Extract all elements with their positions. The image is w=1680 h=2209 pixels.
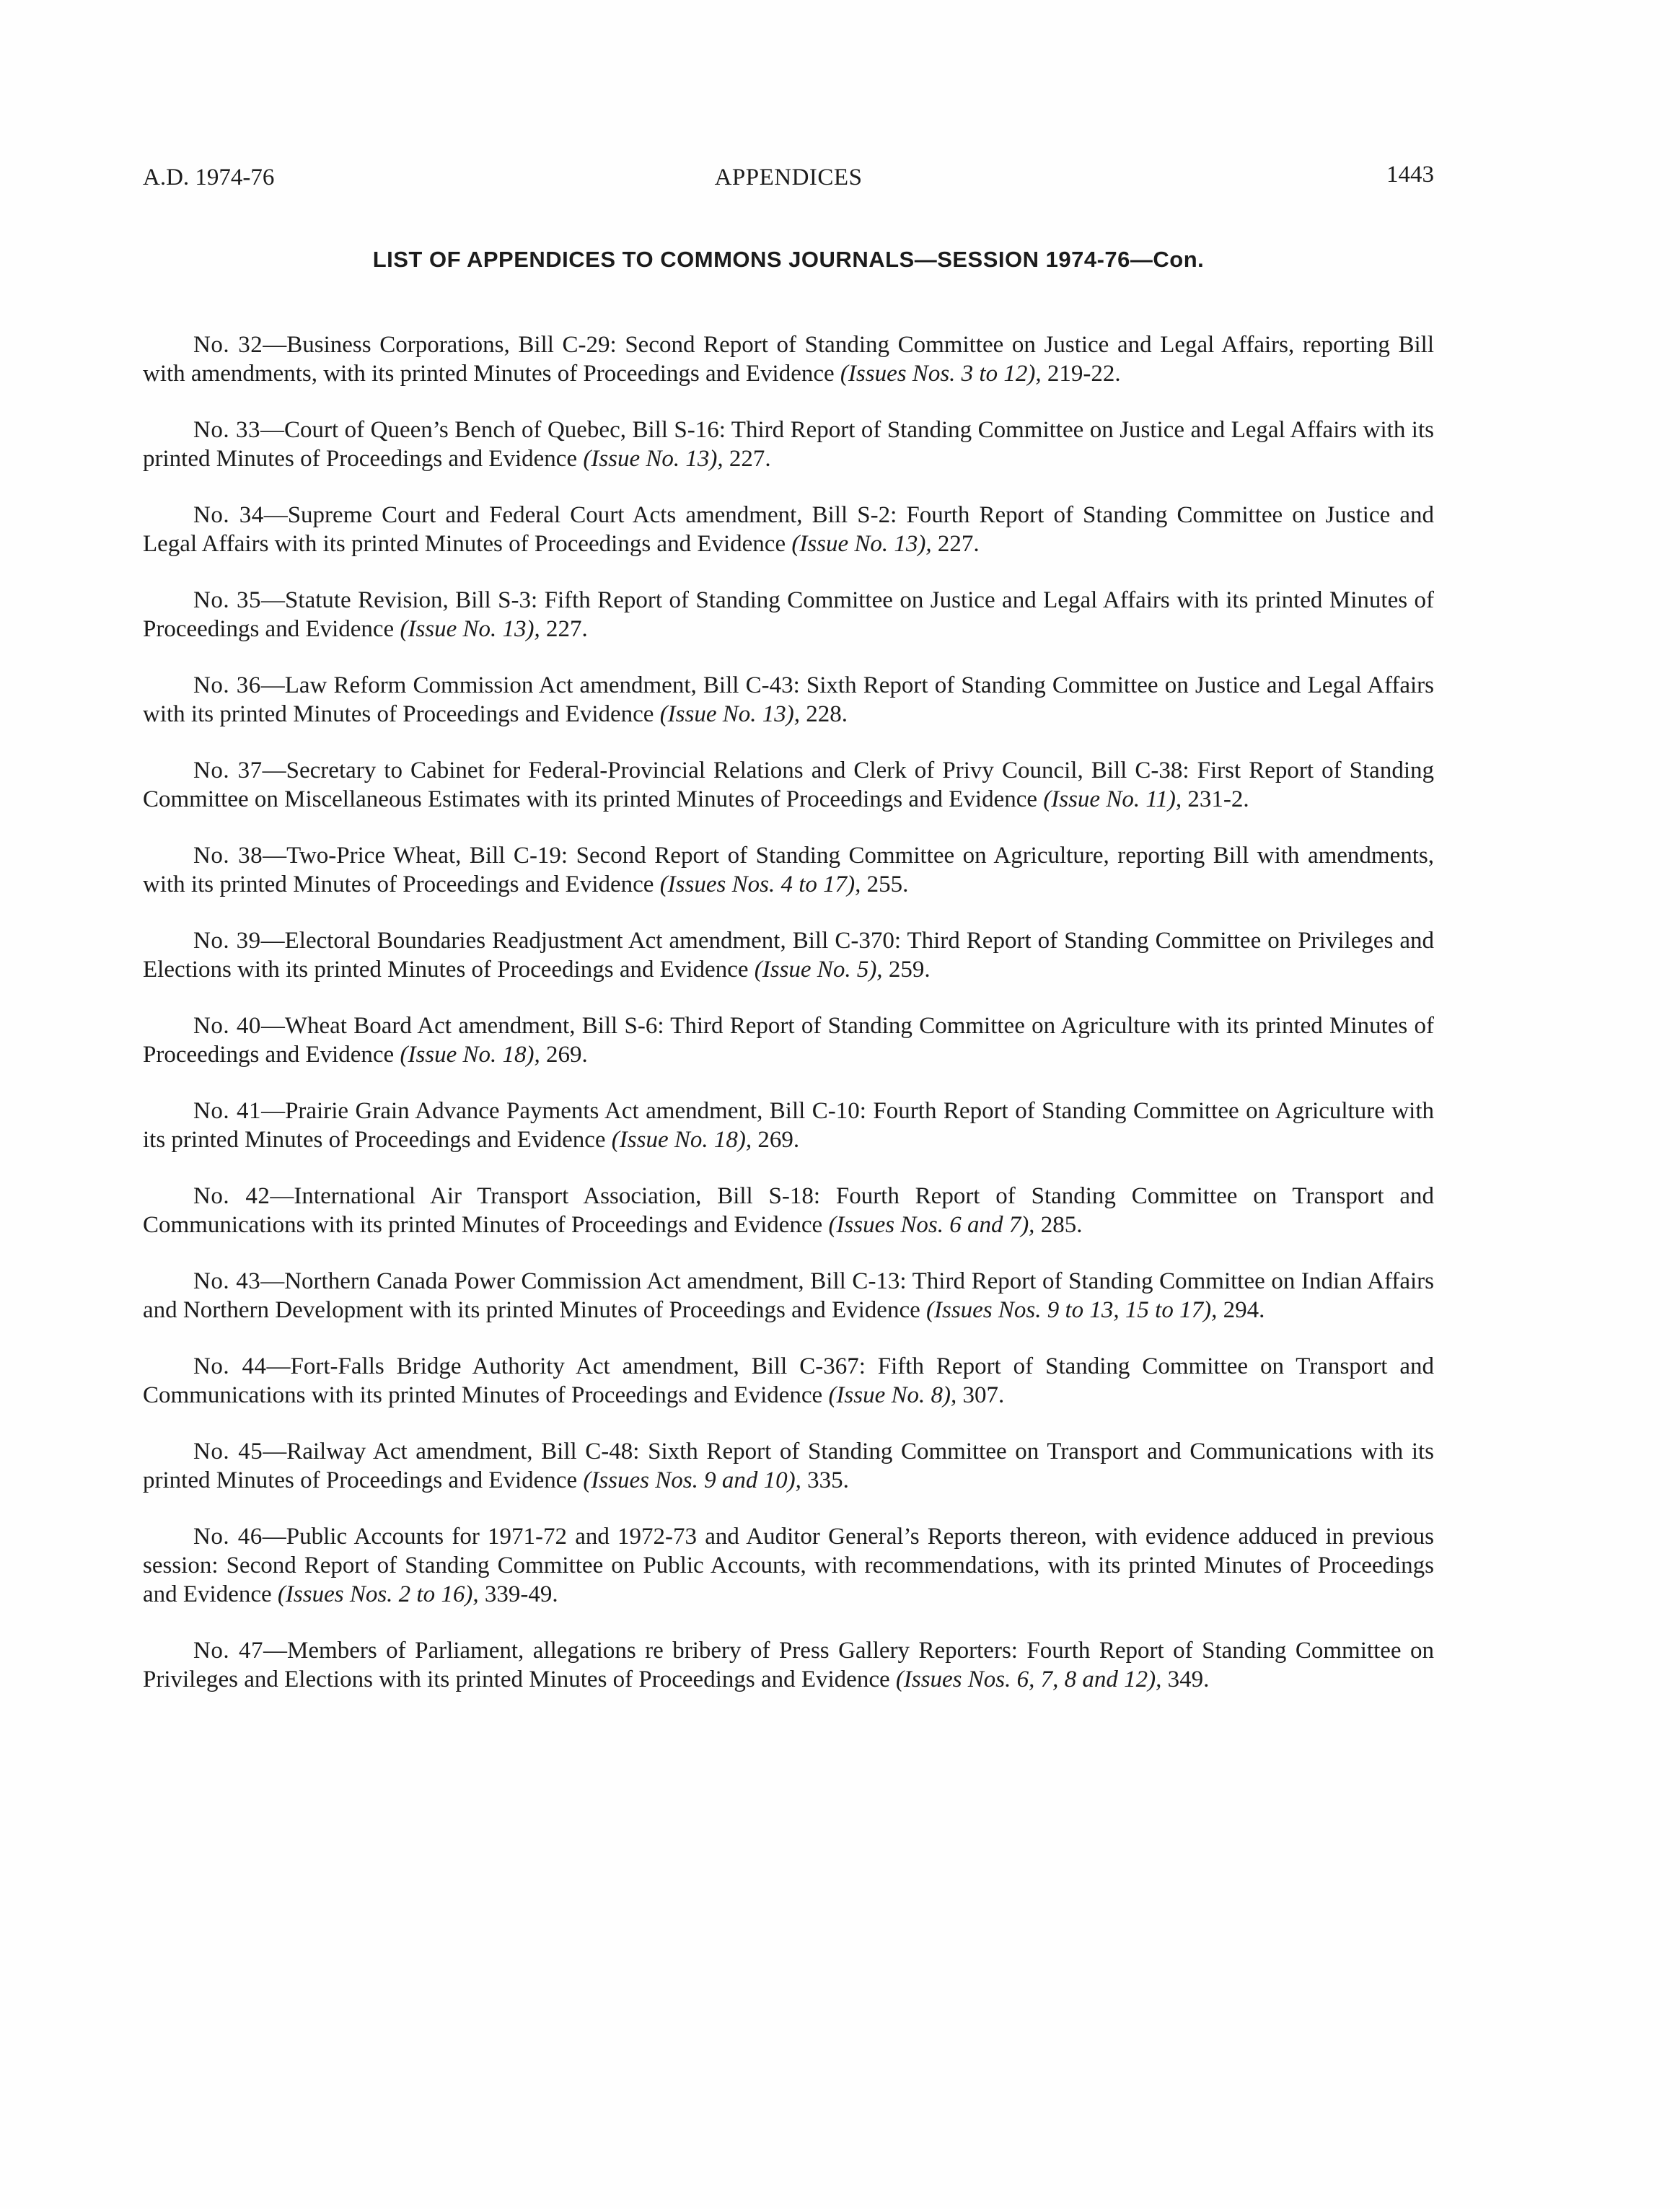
appendix-entry-39 [143, 926, 1434, 984]
entry-number: No. 38 [193, 843, 263, 869]
entry-issue: (Issues Nos. 6 and 7), [828, 1212, 1035, 1238]
entry-issue: (Issues Nos. 4 to 17), [659, 871, 861, 897]
header-session-years: A.D. 1974-76 [143, 164, 275, 190]
page-number: 1443 [1386, 162, 1434, 188]
entry-number: No. 40 [193, 1013, 261, 1039]
entry-pages: 259. [882, 957, 931, 983]
entry-pages: 227. [931, 531, 980, 557]
entry-pages: 335. [801, 1467, 849, 1493]
entry-pages: 227. [540, 616, 588, 642]
running-head [143, 164, 1434, 196]
appendix-entry-45 [143, 1437, 1434, 1495]
appendix-entry-34 [143, 501, 1434, 558]
entry-text: —Prairie Grain Advance Payments Act amendment, Bill C-10: Fourth Report of Standing Committee on Agriculture with its printed Minutes of Proceedings and Evidence [143, 1098, 1434, 1153]
entry-pages: 285. [1034, 1212, 1083, 1238]
entry-text: —Railway Act amendment, Bill C-48: Sixth Report of Standing Committee on Transport and Communications with its printed Minutes of Proceedings and Evidence [143, 1439, 1434, 1493]
entry-pages: 269. [540, 1042, 588, 1068]
entry-number: No. 33 [193, 417, 261, 443]
appendix-entry-32 [143, 330, 1434, 388]
entry-text: —Northern Canada Power Commission Act amendment, Bill C-13: Third Report of Standing Committee on Indian Affairs and Northern Development with its printed Minutes of Proceedings and Evidence [143, 1268, 1434, 1323]
entry-number: No. 32 [193, 332, 263, 358]
appendix-entry-46 [143, 1522, 1434, 1609]
appendix-entry-47 [143, 1636, 1434, 1694]
entry-issue: (Issues Nos. 3 to 12), [840, 361, 1042, 387]
entry-issue: (Issue No. 8), [828, 1382, 957, 1408]
entry-number: No. 36 [193, 672, 261, 698]
entry-text: —Business Corporations, Bill C-29: Second Report of Standing Committee on Justice and Legal Affairs, reporting Bill with amendments, with its printed Minutes of Proceedings and Evidence [143, 332, 1434, 387]
entry-pages: 349. [1161, 1666, 1210, 1692]
entry-issue: (Issues Nos. 9 to 13, 15 to 17), [926, 1297, 1218, 1323]
entry-number: No. 37 [193, 757, 263, 783]
entry-number: No. 46 [193, 1524, 263, 1550]
entry-text: —Members of Parliament, allegations re bribery of Press Gallery Reporters: Fourth Report of Standing Committee on Privileges and Elections with its printed Minutes of Proceedings and Evidence [143, 1638, 1434, 1692]
entry-issue: (Issue No. 13), [583, 446, 724, 472]
entry-issue: (Issue No. 13), [791, 531, 932, 557]
entry-pages: 269. [752, 1127, 800, 1153]
appendix-entry-36 [143, 671, 1434, 729]
appendix-entry-44 [143, 1352, 1434, 1410]
entry-number: No. 45 [193, 1439, 263, 1464]
entry-issue: (Issues Nos. 6, 7, 8 and 12), [895, 1666, 1162, 1692]
appendix-entry-43 [143, 1267, 1434, 1325]
entry-pages: 294. [1217, 1297, 1265, 1323]
entry-pages: 307. [956, 1382, 1005, 1408]
appendix-entry-33 [143, 416, 1434, 473]
entry-number: No. 47 [193, 1638, 264, 1664]
entry-number: No. 42 [193, 1183, 271, 1209]
appendix-entry-40 [143, 1011, 1434, 1069]
entry-text: —Supreme Court and Federal Court Acts amendment, Bill S-2: Fourth Report of Standing Committee on Justice and Legal Affairs with its printed Minutes of Proceedings and Evidence [143, 502, 1434, 557]
entry-issue: (Issue No. 18), [400, 1042, 540, 1068]
appendix-entry-35 [143, 586, 1434, 644]
entry-text: —Statute Revision, Bill S-3: Fifth Report of Standing Committee on Justice and Legal Affairs with its printed Minutes of Proceedings and Evidence [143, 587, 1434, 642]
page-title: LIST OF APPENDICES TO COMMONS JOURNALS—SESSION 1974-76—Con. [372, 247, 1205, 272]
appendix-list [143, 330, 1434, 1721]
entry-number: No. 44 [193, 1353, 267, 1379]
entry-number: No. 39 [193, 928, 261, 954]
entry-pages: 219-22. [1041, 361, 1121, 387]
entry-text: —Public Accounts for 1971-72 and 1972-73 and Auditor General’s Reports thereon, with evidence adduced in previous session: Second Report of Standing Committee on Public Accounts, with recommendations, with its printed Minutes of Proceedings and Evidence [143, 1524, 1434, 1607]
entry-issue: (Issue No. 11), [1043, 786, 1182, 812]
entry-issue: (Issue No. 13), [659, 701, 800, 727]
entry-pages: 231-2. [1182, 786, 1249, 812]
header-section-title: APPENDICES [714, 164, 863, 190]
entry-number: No. 43 [193, 1268, 261, 1294]
entry-pages: 339-49. [478, 1581, 558, 1607]
appendix-entry-37 [143, 756, 1434, 814]
entry-issue: (Issues Nos. 9 and 10), [583, 1467, 801, 1493]
appendix-entry-38 [143, 841, 1434, 899]
entry-text: —International Air Transport Association, Bill S-18: Fourth Report of Standing Committee on Transport and Communications with its printed Minutes of Proceedings and Evidence [143, 1183, 1434, 1238]
entry-issue: (Issue No. 5), [754, 957, 883, 983]
entry-issue: (Issue No. 13), [400, 616, 540, 642]
entry-text: —Secretary to Cabinet for Federal-Provincial Relations and Clerk of Privy Council, Bill C-38: First Report of Standing Committee on Miscellaneous Estimates with its printed Minutes of Proceedings and Evidence [143, 757, 1434, 812]
entry-text: —Court of Queen’s Bench of Quebec, Bill S-16: Third Report of Standing Committee on Justice and Legal Affairs with its printed Minutes of Proceedings and Evidence [143, 417, 1434, 472]
entry-number: No. 35 [193, 587, 262, 613]
entry-text: —Wheat Board Act amendment, Bill S-6: Third Report of Standing Committee on Agriculture with its printed Minutes of Proceedings and Evidence [143, 1013, 1434, 1068]
entry-pages: 255. [861, 871, 909, 897]
entry-text: —Two-Price Wheat, Bill C-19: Second Report of Standing Committee on Agriculture, reporting Bill with amendments, with its printed Minutes of Proceedings and Evidence [143, 843, 1434, 897]
entry-pages: 228. [800, 701, 848, 727]
entry-text: —Electoral Boundaries Readjustment Act amendment, Bill C-370: Third Report of Standing Committee on Privileges and Elections with its printed Minutes of Proceedings and Evidence [143, 928, 1434, 983]
entry-issue: (Issues Nos. 2 to 16), [277, 1581, 479, 1607]
entry-text: —Fort-Falls Bridge Authority Act amendment, Bill C-367: Fifth Report of Standing Committee on Transport and Communications with its printed Minutes of Proceedings and Evidence [143, 1353, 1435, 1408]
entry-pages: 227. [723, 446, 771, 472]
entry-text: —Law Reform Commission Act amendment, Bill C-43: Sixth Report of Standing Committee on Justice and Legal Affairs with its printed Minutes of Proceedings and Evidence [143, 672, 1434, 727]
appendix-entry-42 [143, 1182, 1434, 1239]
entry-issue: (Issue No. 18), [611, 1127, 752, 1153]
entry-number: No. 34 [193, 502, 264, 528]
entry-number: No. 41 [193, 1098, 262, 1124]
appendix-entry-41 [143, 1097, 1434, 1154]
